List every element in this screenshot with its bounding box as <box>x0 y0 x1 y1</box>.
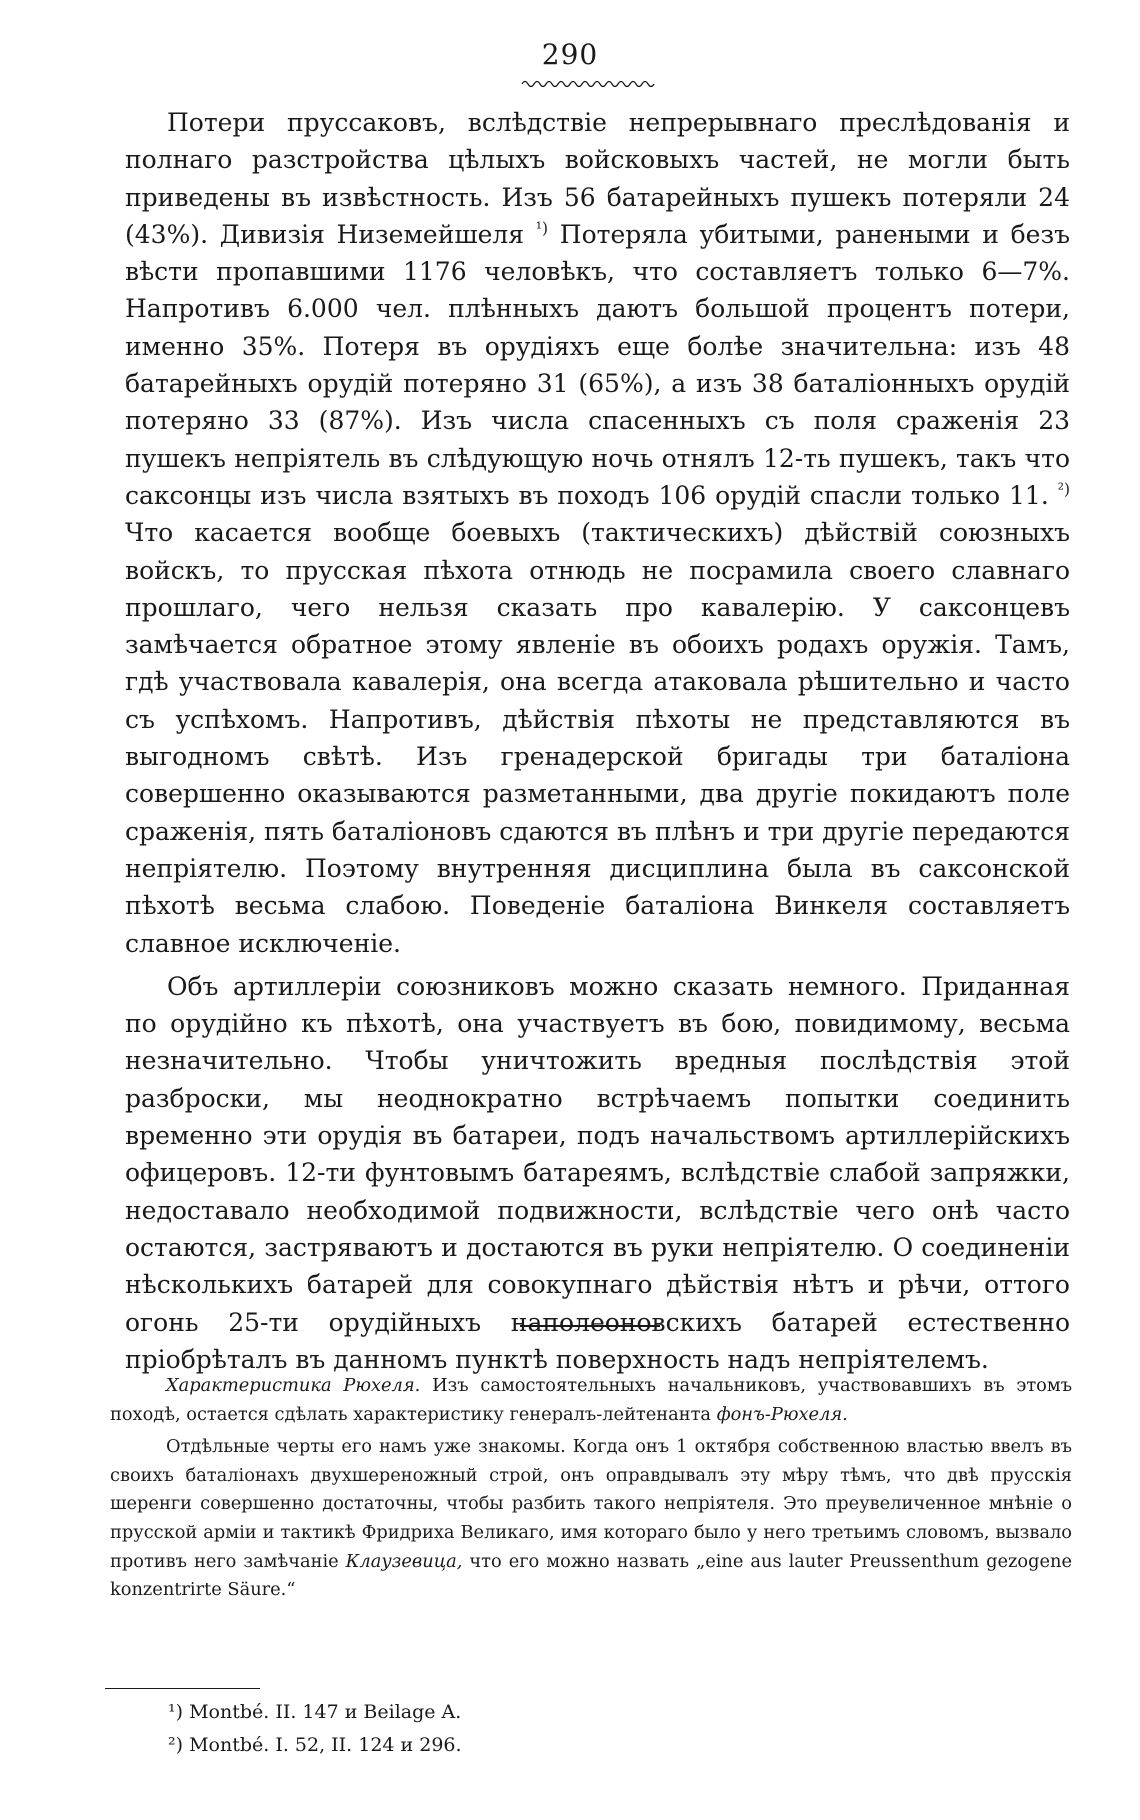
footnote-2-mark: ²) <box>168 1734 184 1756</box>
footnote-1-mark: ¹) <box>168 1701 184 1723</box>
footnotes <box>168 1696 968 1762</box>
footnote-1-text: Montbé. II. 147 и Beilage A. <box>183 1701 462 1723</box>
paragraph-losses <box>125 104 1070 962</box>
characteristic-note <box>110 1372 1072 1605</box>
footnote-1 <box>168 1696 968 1729</box>
footnote-2-text: Montbé. I. 52, II. 124 и 296. <box>183 1734 462 1756</box>
note-text-1: Изъ самостоятельныхъ начальниковъ, участвовавшихъ въ этомъ походѣ, остается сдѣлать характеристику генералъ-лейтенанта <box>110 1375 1073 1425</box>
note-name-ruchel: фонъ-Рюхеля. <box>716 1403 848 1425</box>
losses-text-c: Что касается вообще боевыхъ (тактическихъ) дѣйствій союзныхъ войскъ, то прусская пѣхота отнюдь не посрамила своего славнаго прошлаго, чего нельзя сказать про кавалерію. У саксонцевъ замѣчается обратное этому явленіе въ обоихъ родахъ оружія. Тамъ, гдѣ участвовала кавалерія, она всегда атаковала рѣшительно и часто съ успѣхомъ. Напротивъ, дѣйствія пѣхоты не представляются въ выгодномъ свѣтѣ. Изъ гренадерской бригады три баталіона совершенно оказываются разметанными, два другіе покидаютъ поле сраженія, пять баталіоновъ сдаются въ плѣнъ и три другіе передаются непріятелю. Поэтому внутренняя дисциплина была въ саксонской пѣхотѣ весьма слабою. Поведеніе баталіона Винкеля составляетъ славное исключеніе. <box>125 518 1070 958</box>
note-text-2b: что его можно назвать „eine aus lauter Preussenthum gezogene konzentrirte Säure.“ <box>110 1550 1072 1601</box>
footnote-2 <box>168 1729 968 1762</box>
losses-text-a: Потери пруссаковъ, вслѣдствіе непрерывнаго преслѣдованія и полнаго разстройства цѣлыхъ войсковыхъ частей, не могли быть приведены въ извѣстность. Изъ 56 батарейныхъ пушекъ потеряли 24 (43%). Дивизія Низемейшеля <box>125 108 1070 249</box>
note-paragraph-1 <box>110 1372 1072 1429</box>
main-text <box>125 104 1070 1378</box>
footnote-ref-1: ¹) <box>535 219 549 238</box>
paragraph-artillery: Объ артиллеріи союзниковъ можно сказать немного. Приданная по орудійно къ пѣхотѣ, она участвуетъ въ бою, повидимому, весьма незначительно. Чтобы уничтожить вредныя послѣдствія этой разброски, мы неоднократно встрѣчаемъ попытки соединить временно эти орудія въ батареи, подъ начальствомъ артиллерійскихъ офицеровъ. 12-ти фунтовымъ батареямъ, вслѣдствіе слабой запряжки, недоставало необходимой подвижности, вслѣдствіе чего онѣ часто остаются, застряваютъ и достаются въ руки непріятелю. О соединеніи нѣсколькихъ батарей для совокупнаго дѣйствія нѣтъ и рѣчи, оттого огонь 25-ти орудійныхъ наполеоновскихъ батарей естественно пріобрѣталъ въ данномъ пунктѣ поверхность надъ непріятелемъ. <box>125 971 1070 1374</box>
page-number: 290 <box>541 38 599 71</box>
section-divider <box>520 1325 660 1327</box>
note-paragraph-2 <box>110 1433 1072 1605</box>
footnote-divider <box>105 1688 260 1689</box>
note-heading: Характеристика Рюхеля. <box>166 1375 421 1396</box>
page-number-ornament <box>520 78 660 88</box>
note-name-clausewitz: Клаузевица, <box>345 1550 463 1572</box>
note-text-2a: Отдѣльные черты его намъ уже знакомы. Когда онъ 1 октября собственною властью ввелъ въ своихъ баталіонахъ двухшереножный строй, онъ оправдывалъ эту мѣру тѣмъ, что двѣ прусскія шеренги совершенно достаточны, чтобы разбить такого непріятеля. Это преувеличенное мнѣніе о прусской арміи и тактикѣ Фридриха Великаго, имя котораго было у него третьимъ словомъ, вызвало противъ него замѣчаніе <box>110 1436 1072 1572</box>
losses-text-b: Потеряла убитыми, ранеными и безъ вѣсти пропавшими 1176 человѣкъ, что составляетъ только 6—7%. Напротивъ 6.000 чел. плѣнныхъ даютъ большой процентъ потери, именно 35%. Потеря въ орудіяхъ еще болѣе значительна: изъ 48 батарейныхъ орудій потеряно 31 (65%), а изъ 38 баталіонныхъ орудій потеряно 33 (87%). Изъ числа спасенныхъ съ поля сраженія 23 пушекъ непріятель въ слѣдующую ночь отнялъ 12-ть пушекъ, такъ что саксонцы изъ числа взятыхъ въ походъ 106 орудій спасли только 11. <box>125 219 1070 510</box>
footnote-ref-2: ²) <box>1057 480 1070 499</box>
